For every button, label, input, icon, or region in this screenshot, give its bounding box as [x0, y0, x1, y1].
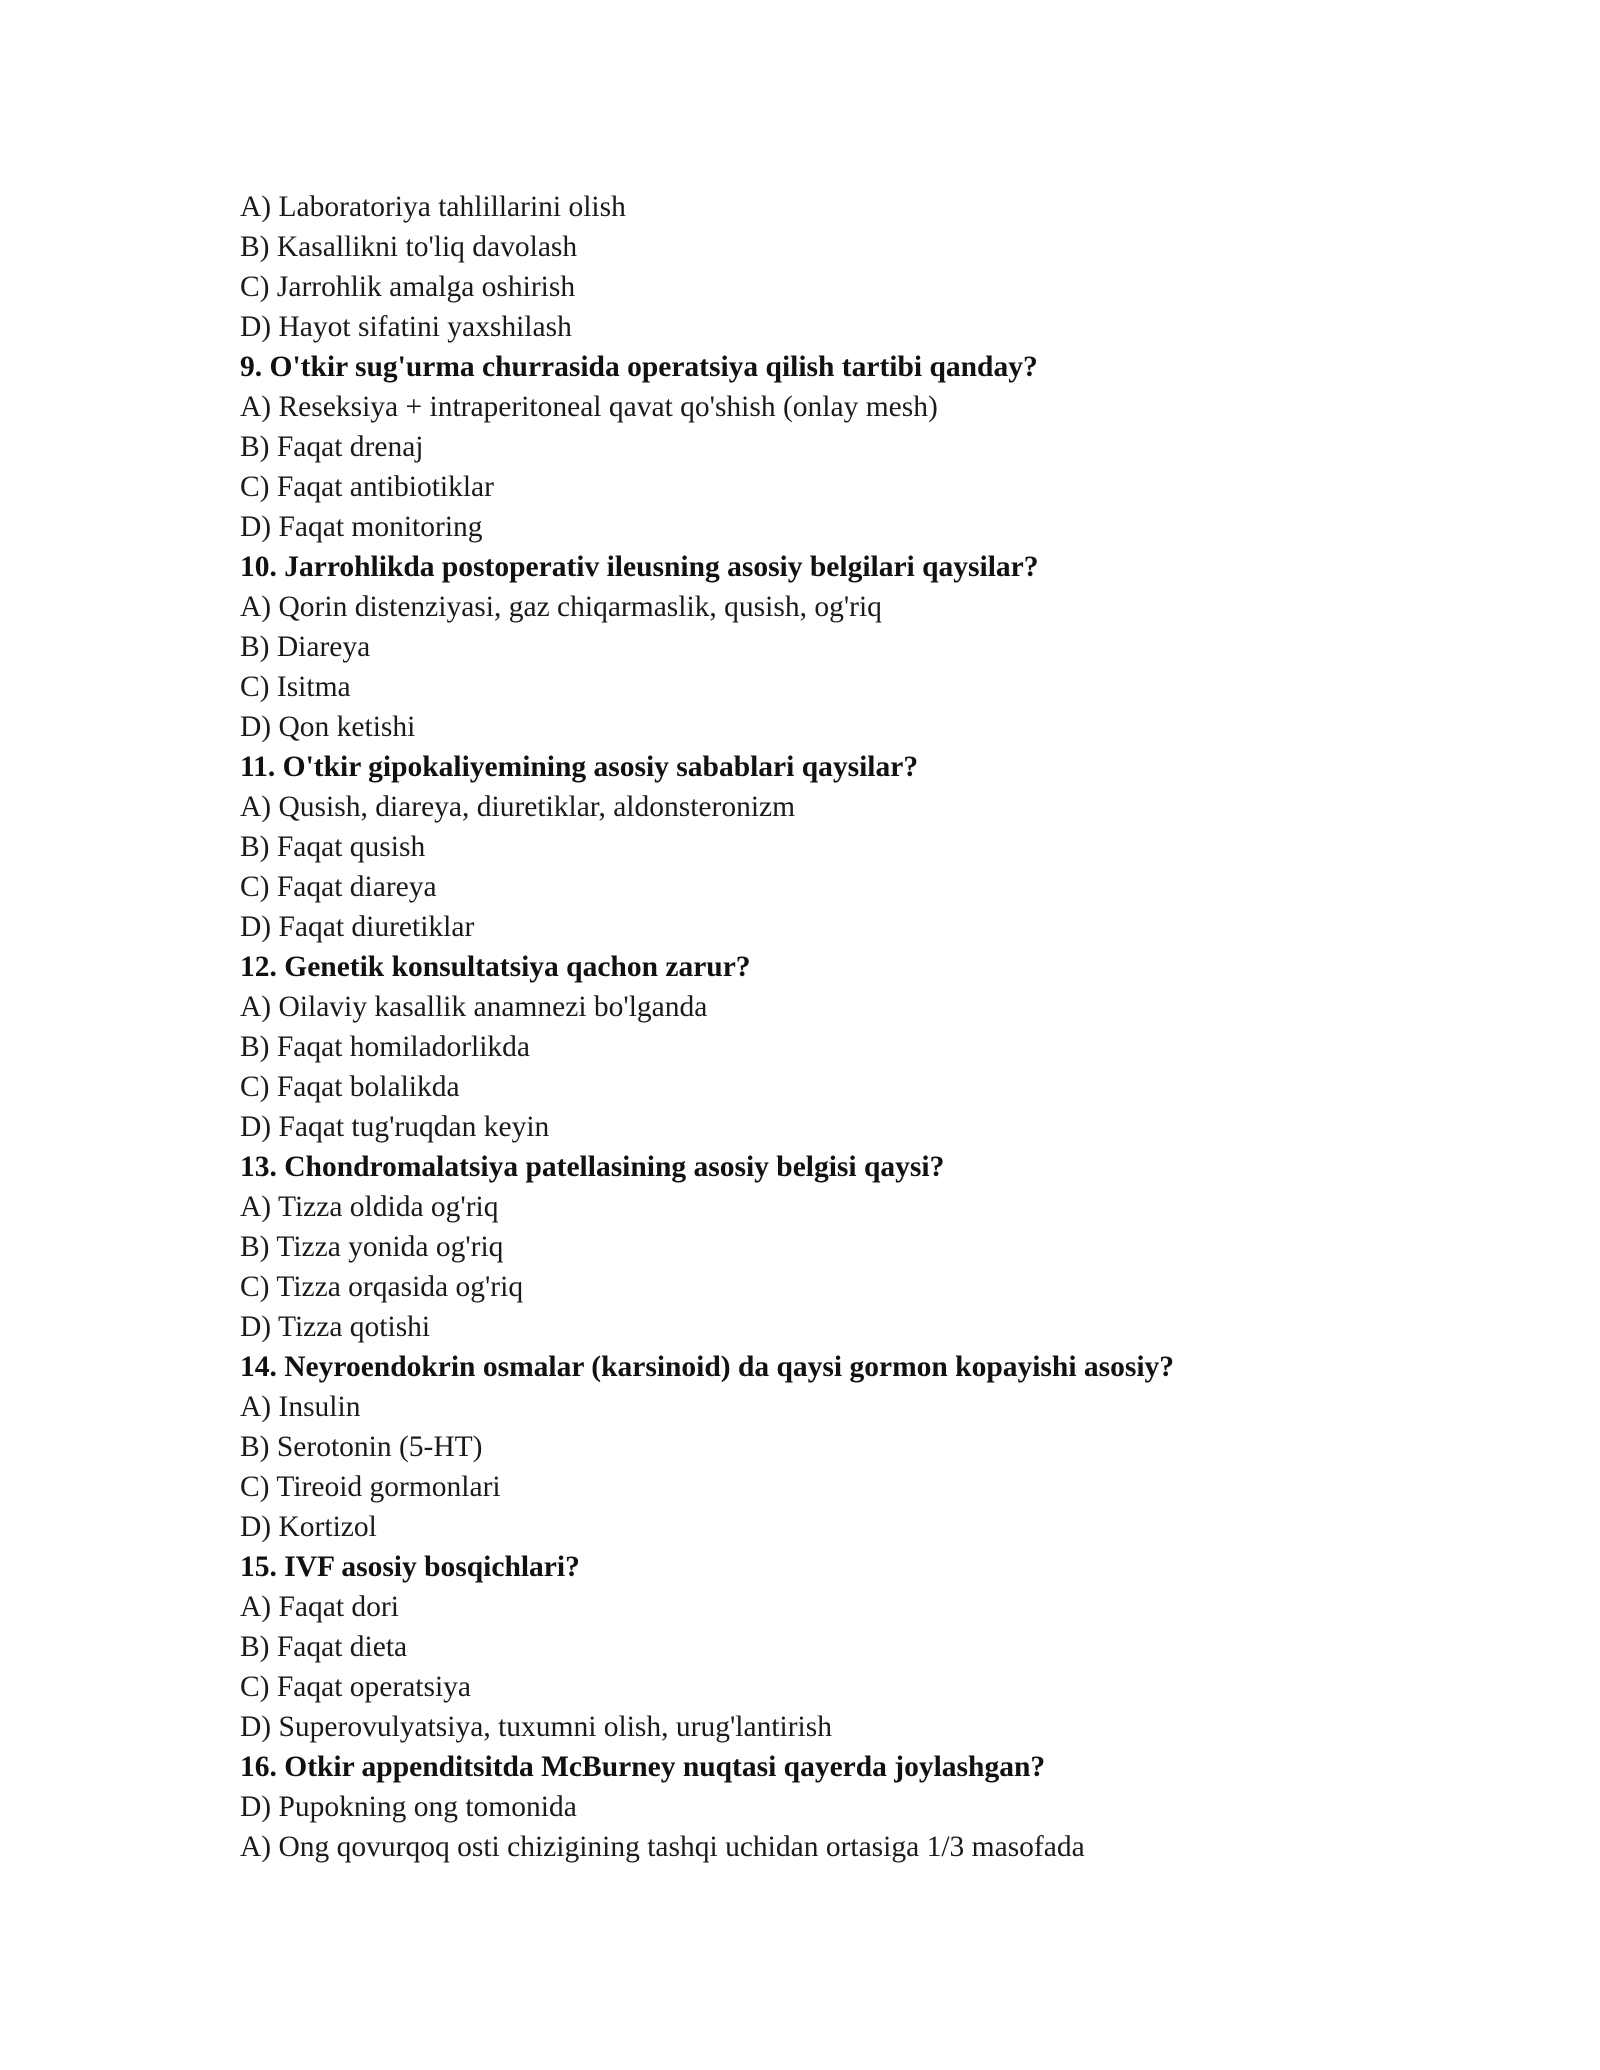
question-heading: 11. O'tkir gipokaliyemining asosiy sabablari qaysilar?	[240, 751, 919, 783]
answer-option: A) Reseksiya + intraperitoneal qavat qo'shish (onlay mesh)	[240, 391, 938, 423]
answer-option: B) Faqat drenaj	[240, 431, 424, 463]
question-heading: 15. IVF asosiy bosqichlari?	[240, 1551, 580, 1583]
document-body	[240, 187, 1440, 1867]
answer-option: D) Kortizol	[240, 1511, 377, 1543]
answer-option: D) Faqat tug'ruqdan keyin	[240, 1111, 550, 1143]
answer-option: A) Qusish, diareya, diuretiklar, aldonsteronizm	[240, 791, 796, 823]
question-heading: 9. O'tkir sug'urma churrasida operatsiya qilish tartibi qanday?	[240, 351, 1038, 383]
answer-option: A) Tizza oldida og'riq	[240, 1191, 499, 1223]
answer-option: D) Faqat diuretiklar	[240, 911, 475, 943]
answer-option: D) Faqat monitoring	[240, 511, 483, 543]
question-heading: 13. Chondromalatsiya patellasining asosiy belgisi qaysi?	[240, 1151, 945, 1183]
question-heading: 16. Otkir appenditsitda McBurney nuqtasi qayerda joylashgan?	[240, 1751, 1046, 1783]
answer-option: B) Faqat dieta	[240, 1631, 408, 1663]
answer-option: A) Faqat dori	[240, 1591, 399, 1623]
answer-option: B) Kasallikni to'liq davolash	[240, 231, 578, 263]
answer-option: C) Faqat bolalikda	[240, 1071, 460, 1103]
answer-option: B) Tizza yonida og'riq	[240, 1231, 504, 1263]
answer-option: C) Faqat diareya	[240, 871, 437, 903]
answer-option: B) Diareya	[240, 631, 371, 663]
answer-option: D) Tizza qotishi	[240, 1311, 431, 1343]
answer-option: D) Pupokning ong tomonida	[240, 1791, 577, 1823]
question-heading: 10. Jarrohlikda postoperativ ileusning asosiy belgilari qaysilar?	[240, 551, 1039, 583]
answer-option: D) Qon ketishi	[240, 711, 416, 743]
answer-option: C) Tizza orqasida og'riq	[240, 1271, 524, 1303]
answer-option: C) Jarrohlik amalga oshirish	[240, 271, 576, 303]
question-heading: 14. Neyroendokrin osmalar (karsinoid) da qaysi gormon kopayishi asosiy?	[240, 1351, 1175, 1383]
answer-option: A) Laboratoriya tahlillarini olish	[240, 191, 626, 223]
answer-option: C) Tireoid gormonlari	[240, 1471, 501, 1503]
answer-option: A) Insulin	[240, 1391, 361, 1423]
answer-option: D) Superovulyatsiya, tuxumni olish, urug'lantirish	[240, 1711, 832, 1743]
answer-option: B) Serotonin (5-HT)	[240, 1431, 483, 1463]
answer-option: D) Hayot sifatini yaxshilash	[240, 311, 572, 343]
answer-option: B) Faqat homiladorlikda	[240, 1031, 531, 1063]
answer-option: C) Isitma	[240, 671, 351, 703]
answer-option: A) Qorin distenziyasi, gaz chiqarmaslik, qusish, og'riq	[240, 591, 882, 623]
answer-option: C) Faqat antibiotiklar	[240, 471, 494, 503]
answer-option: A) Oilaviy kasallik anamnezi bo'lganda	[240, 991, 708, 1023]
question-heading: 12. Genetik konsultatsiya qachon zarur?	[240, 951, 751, 983]
answer-option: C) Faqat operatsiya	[240, 1671, 472, 1703]
answer-option: B) Faqat qusish	[240, 831, 426, 863]
answer-option: A) Ong qovurqoq osti chizigining tashqi uchidan ortasiga 1/3 masofada	[240, 1831, 1085, 1863]
